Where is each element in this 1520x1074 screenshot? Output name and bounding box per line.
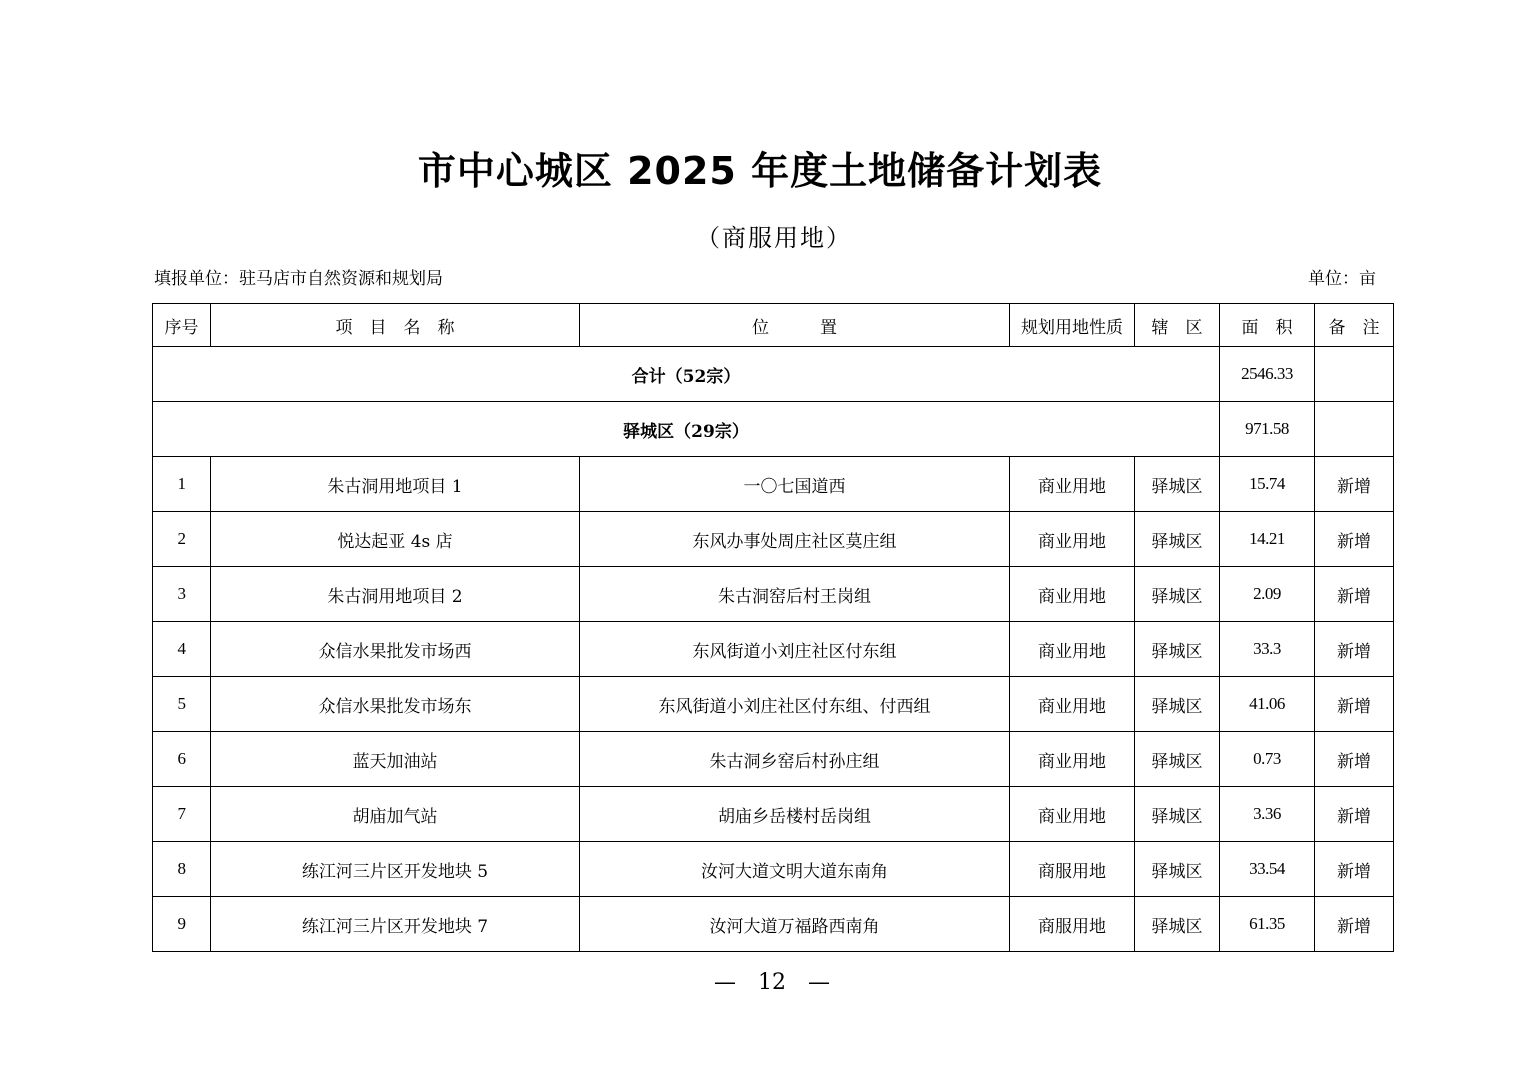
cell-location: 东风街道小刘庄社区付东组、付西组 — [580, 677, 1010, 732]
cell-remark: 新增 — [1315, 567, 1394, 622]
cell-location: 朱古洞乡窑后村孙庄组 — [580, 732, 1010, 787]
measurement-unit: 单位：亩 — [1308, 269, 1376, 289]
cell-project-name: 胡庙加气站 — [211, 787, 580, 842]
cell-remark: 新增 — [1315, 787, 1394, 842]
header-name: 项 目 名 称 — [211, 304, 580, 347]
cell-area: 61.35 — [1220, 897, 1315, 952]
header-location: 位 置 — [580, 304, 1010, 347]
cell-seq: 9 — [153, 897, 211, 952]
cell-location: 东风办事处周庄社区莫庄组 — [580, 512, 1010, 567]
header-seq: 序号 — [153, 304, 211, 347]
cell-project-name: 众信水果批发市场东 — [211, 677, 580, 732]
cell-remark: 新增 — [1315, 457, 1394, 512]
cell-seq: 2 — [153, 512, 211, 567]
cell-district: 驿城区 — [1135, 897, 1220, 952]
table-row — [153, 512, 1394, 567]
cell-district: 驿城区 — [1135, 622, 1220, 677]
header-remark: 备 注 — [1315, 304, 1394, 347]
cell-location: 一〇七国道西 — [580, 457, 1010, 512]
cell-area: 0.73 — [1220, 732, 1315, 787]
cell-land-nature: 商业用地 — [1010, 567, 1135, 622]
cell-area: 33.3 — [1220, 622, 1315, 677]
cell-area: 3.36 — [1220, 787, 1315, 842]
cell-seq: 6 — [153, 732, 211, 787]
summary-district-label: 驿城区（29宗） — [153, 402, 1220, 457]
summary-total-remark — [1315, 347, 1394, 402]
cell-location: 朱古洞窑后村王岗组 — [580, 567, 1010, 622]
cell-area: 33.54 — [1220, 842, 1315, 897]
cell-land-nature: 商业用地 — [1010, 622, 1135, 677]
cell-land-nature: 商业用地 — [1010, 677, 1135, 732]
cell-area: 41.06 — [1220, 677, 1315, 732]
cell-project-name: 众信水果批发市场西 — [211, 622, 580, 677]
cell-land-nature: 商服用地 — [1010, 897, 1135, 952]
cell-district: 驿城区 — [1135, 567, 1220, 622]
cell-land-nature: 商业用地 — [1010, 457, 1135, 512]
cell-seq: 1 — [153, 457, 211, 512]
cell-area: 2.09 — [1220, 567, 1315, 622]
table-header-row — [153, 304, 1394, 347]
cell-location: 胡庙乡岳楼村岳岗组 — [580, 787, 1010, 842]
table-row — [153, 677, 1394, 732]
cell-seq: 7 — [153, 787, 211, 842]
summary-district-remark — [1315, 402, 1394, 457]
table-row — [153, 732, 1394, 787]
summary-district-area: 971.58 — [1220, 402, 1315, 457]
cell-land-nature: 商业用地 — [1010, 512, 1135, 567]
page-subtitle: （商服用地） — [696, 224, 852, 252]
summary-total-label: 合计（52宗） — [153, 347, 1220, 402]
table-row — [153, 622, 1394, 677]
summary-total-area: 2546.33 — [1220, 347, 1315, 402]
cell-location: 东风街道小刘庄社区付东组 — [580, 622, 1010, 677]
cell-seq: 5 — [153, 677, 211, 732]
cell-seq: 3 — [153, 567, 211, 622]
cell-project-name: 朱古洞用地项目 1 — [211, 457, 580, 512]
table-row — [153, 897, 1394, 952]
filling-unit: 填报单位：驻马店市自然资源和规划局 — [154, 269, 443, 289]
cell-seq: 8 — [153, 842, 211, 897]
header-district: 辖 区 — [1135, 304, 1220, 347]
summary-total-row — [153, 347, 1394, 402]
cell-remark: 新增 — [1315, 842, 1394, 897]
cell-project-name: 朱古洞用地项目 2 — [211, 567, 580, 622]
cell-project-name: 练江河三片区开发地块 7 — [211, 897, 580, 952]
header-nature: 规划用地性质 — [1010, 304, 1135, 347]
cell-project-name: 练江河三片区开发地块 5 — [211, 842, 580, 897]
table-row — [153, 457, 1394, 512]
cell-district: 驿城区 — [1135, 787, 1220, 842]
cell-district: 驿城区 — [1135, 732, 1220, 787]
cell-district: 驿城区 — [1135, 457, 1220, 512]
cell-seq: 4 — [153, 622, 211, 677]
cell-project-name: 蓝天加油站 — [211, 732, 580, 787]
cell-area: 14.21 — [1220, 512, 1315, 567]
cell-land-nature: 商服用地 — [1010, 842, 1135, 897]
cell-remark: 新增 — [1315, 512, 1394, 567]
table-row — [153, 787, 1394, 842]
cell-remark: 新增 — [1315, 677, 1394, 732]
cell-remark: 新增 — [1315, 897, 1394, 952]
cell-district: 驿城区 — [1135, 512, 1220, 567]
table-row — [153, 842, 1394, 897]
cell-land-nature: 商业用地 — [1010, 732, 1135, 787]
cell-district: 驿城区 — [1135, 842, 1220, 897]
cell-remark: 新增 — [1315, 732, 1394, 787]
cell-area: 15.74 — [1220, 457, 1315, 512]
cell-location: 汝河大道文明大道东南角 — [580, 842, 1010, 897]
page-title: 市中心城区 2025 年度土地储备计划表 — [417, 149, 1103, 193]
cell-project-name: 悦达起亚 4s 店 — [211, 512, 580, 567]
cell-land-nature: 商业用地 — [1010, 787, 1135, 842]
cell-district: 驿城区 — [1135, 677, 1220, 732]
page-number: — 12 — — [714, 970, 830, 995]
summary-district-row — [153, 402, 1394, 457]
cell-remark: 新增 — [1315, 622, 1394, 677]
cell-location: 汝河大道万福路西南角 — [580, 897, 1010, 952]
header-area: 面 积 — [1220, 304, 1315, 347]
land-reserve-table — [152, 303, 1394, 952]
table-row — [153, 567, 1394, 622]
